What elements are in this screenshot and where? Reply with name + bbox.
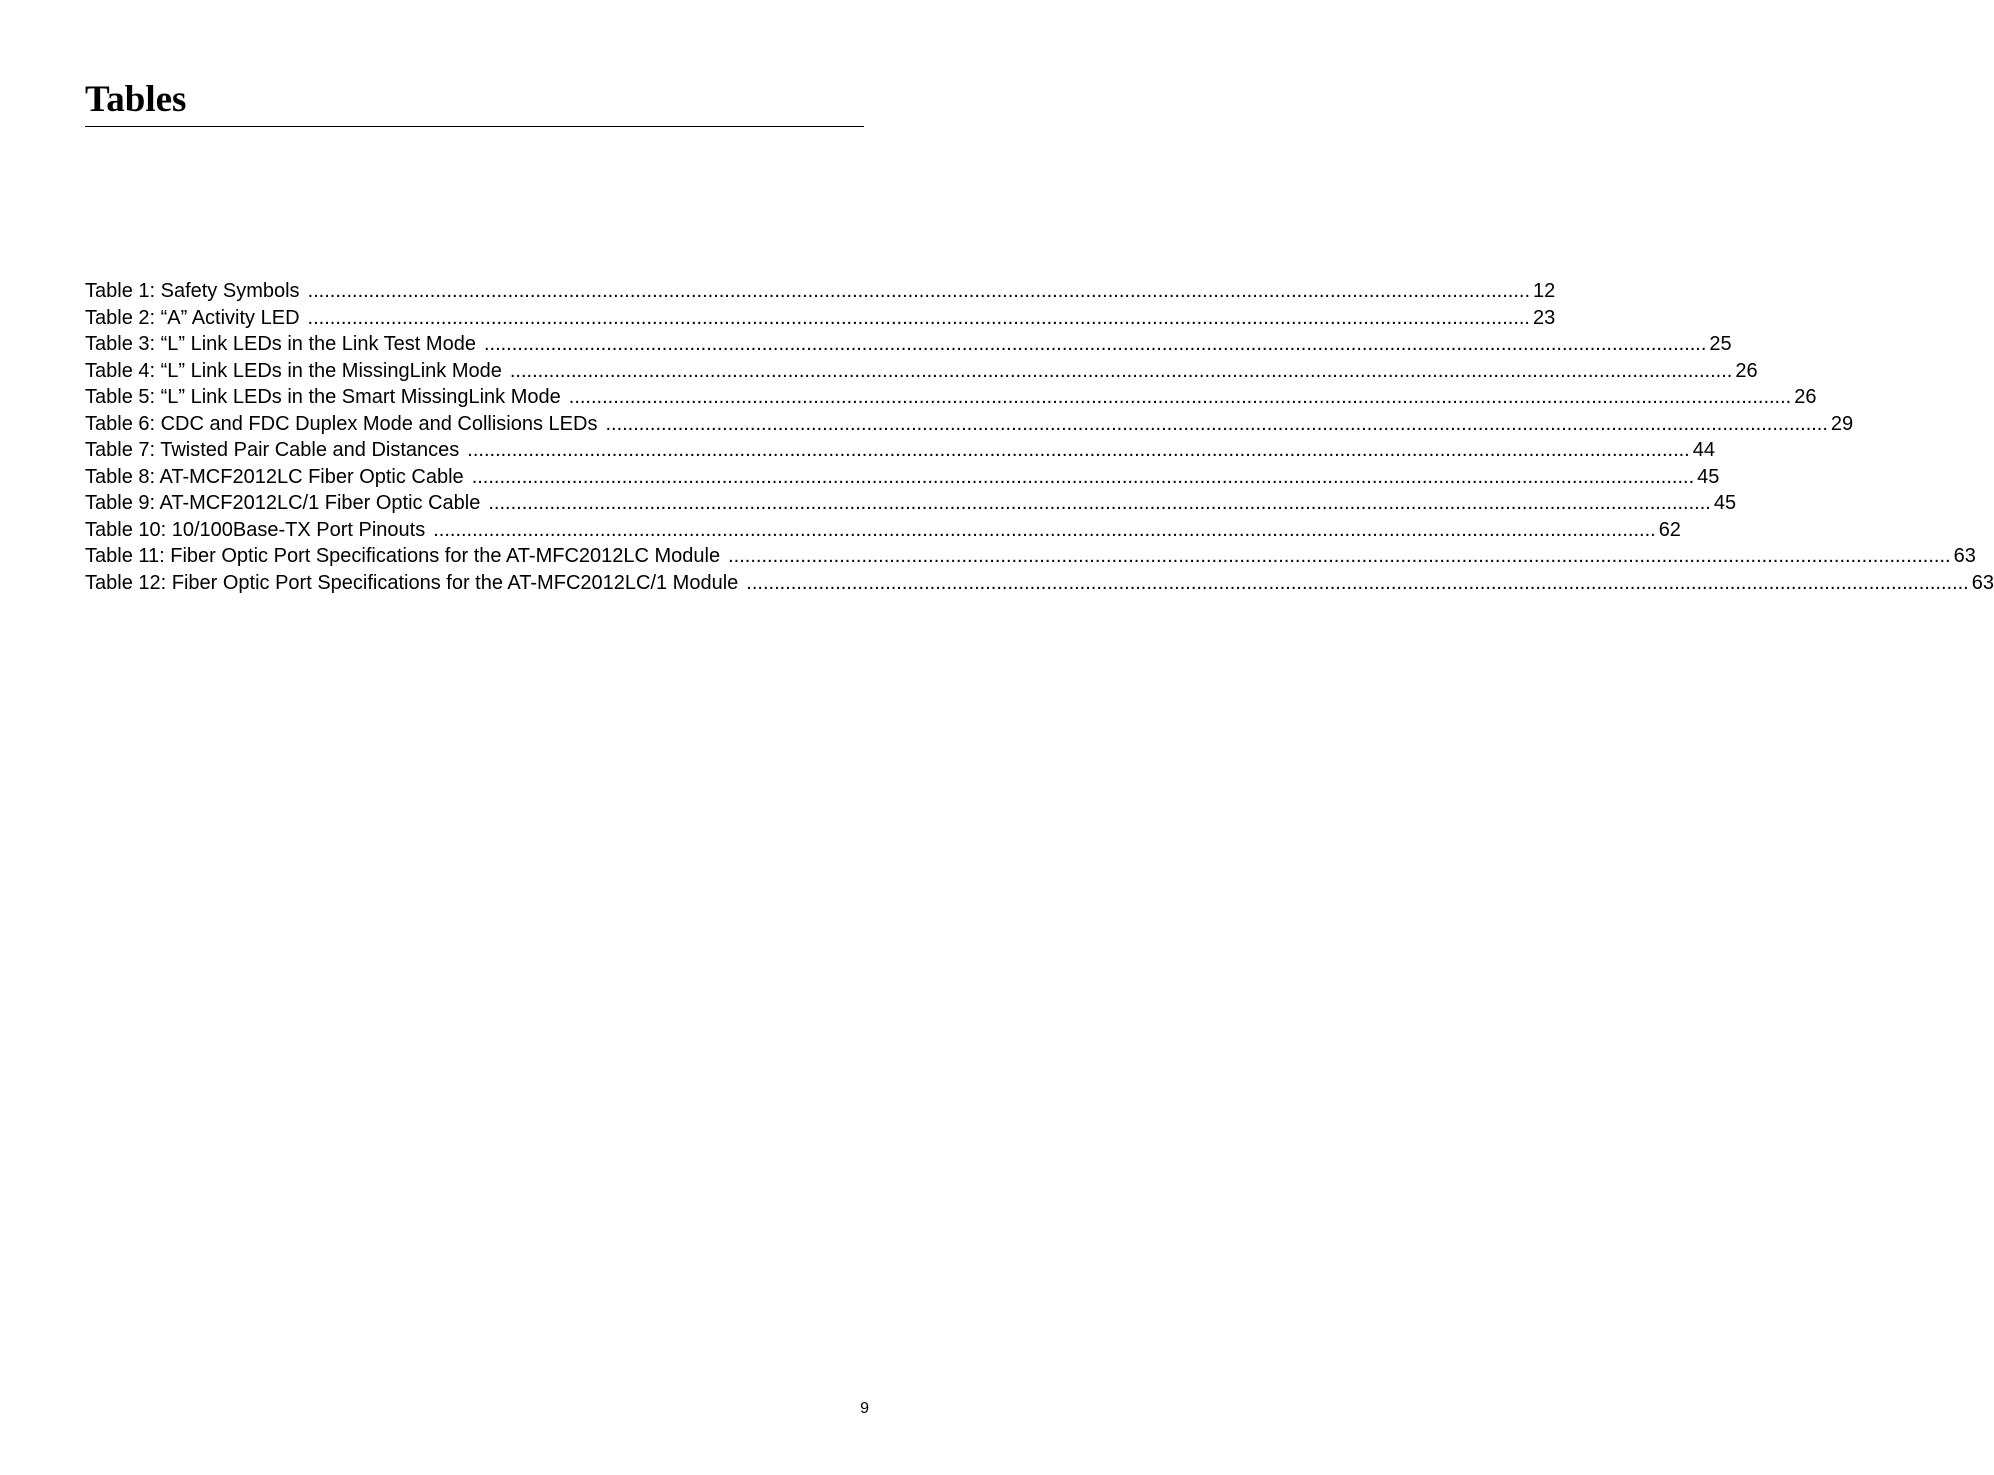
toc-entry-page[interactable]: 63: [1971, 571, 1994, 594]
toc-entry-label[interactable]: Table 5: “L” Link LEDs in the Smart MissingLink Mode: [85, 386, 561, 408]
dot-leader: ............................................................................................................................................................................................................................: [307, 280, 1531, 302]
toc-entry-label[interactable]: Table 6: CDC and FDC Duplex Mode and Collisions LEDs: [85, 412, 598, 435]
toc-entry[interactable]: [85, 543, 1976, 570]
toc-entry[interactable]: [85, 384, 1817, 411]
toc-entry[interactable]: [85, 278, 1556, 305]
dot-leader: ............................................................................................................................................................................................................................: [307, 306, 1530, 329]
page-number: 9: [860, 1400, 869, 1417]
toc-entry-page[interactable]: 26: [1735, 359, 1758, 382]
toc-entry-page[interactable]: 23: [1533, 306, 1556, 329]
toc-entry[interactable]: [85, 305, 1556, 332]
toc-entry-label[interactable]: Table 4: “L” Link LEDs in the MissingLink Mode: [85, 359, 502, 382]
toc-entry-label[interactable]: Table 9: AT-MCF2012LC/1 Fiber Optic Cable: [85, 492, 481, 514]
toc-entry-label[interactable]: Table 12: Fiber Optic Port Specifications for the AT-MFC2012LC/1 Module: [85, 571, 739, 594]
dot-leader: ............................................................................................................................................................................................................................: [467, 439, 1690, 461]
dot-leader: ............................................................................................................................................................................................................................: [433, 518, 1656, 541]
toc-entry-page[interactable]: 12: [1533, 280, 1556, 302]
toc-entry-page[interactable]: 25: [1709, 333, 1732, 355]
toc-entry-page[interactable]: 44: [1692, 439, 1715, 461]
toc-entry-page[interactable]: 29: [1830, 412, 1854, 435]
title-rule: [85, 126, 864, 127]
toc-entry-label[interactable]: Table 7: Twisted Pair Cable and Distances: [85, 439, 460, 461]
toc-entry-label[interactable]: Table 10: 10/100Base-TX Port Pinouts: [85, 518, 426, 541]
dot-leader: ............................................................................................................................................................................................................................: [509, 359, 1733, 382]
dot-leader: ............................................................................................................................................................................................................................: [471, 465, 1695, 488]
toc-entry-label[interactable]: Table 1: Safety Symbols: [85, 280, 300, 302]
toc-entry[interactable]: [85, 411, 1854, 438]
toc-entry-page[interactable]: 45: [1713, 492, 1737, 514]
page-title: Tables: [85, 79, 187, 120]
toc-entry-page[interactable]: 26: [1794, 386, 1817, 408]
toc-entry-label[interactable]: Table 11: Fiber Optic Port Specifications for the AT-MFC2012LC Module: [85, 545, 721, 567]
toc-entry-label[interactable]: Table 8: AT-MCF2012LC Fiber Optic Cable: [85, 465, 464, 488]
toc-entry-page[interactable]: 62: [1658, 518, 1681, 541]
dot-leader: ............................................................................................................................................................................................................................: [483, 333, 1707, 355]
toc-entry[interactable]: [85, 570, 1994, 597]
toc-entry-page[interactable]: 45: [1697, 465, 1720, 488]
dot-leader: ............................................................................................................................................................................................................................: [746, 571, 1969, 594]
toc-entry-label[interactable]: Table 2: “A” Activity LED: [85, 306, 300, 329]
dot-leader: ............................................................................................................................................................................................................................: [568, 386, 1792, 408]
dot-leader: ............................................................................................................................................................................................................................: [605, 412, 1828, 435]
toc-entry[interactable]: [85, 517, 1681, 544]
dot-leader: ............................................................................................................................................................................................................................: [488, 492, 1711, 514]
toc-entry[interactable]: [85, 464, 1720, 491]
toc-entry-page[interactable]: 63: [1953, 545, 1976, 567]
toc-entry-label[interactable]: Table 3: “L” Link LEDs in the Link Test Mode: [85, 333, 476, 355]
dot-leader: ............................................................................................................................................................................................................................: [728, 545, 1951, 567]
toc-entry[interactable]: [85, 437, 1715, 464]
table-of-tables: [85, 278, 1994, 596]
toc-entry[interactable]: [85, 358, 1758, 385]
toc-entry[interactable]: [85, 331, 1732, 358]
toc-entry[interactable]: [85, 490, 1737, 517]
